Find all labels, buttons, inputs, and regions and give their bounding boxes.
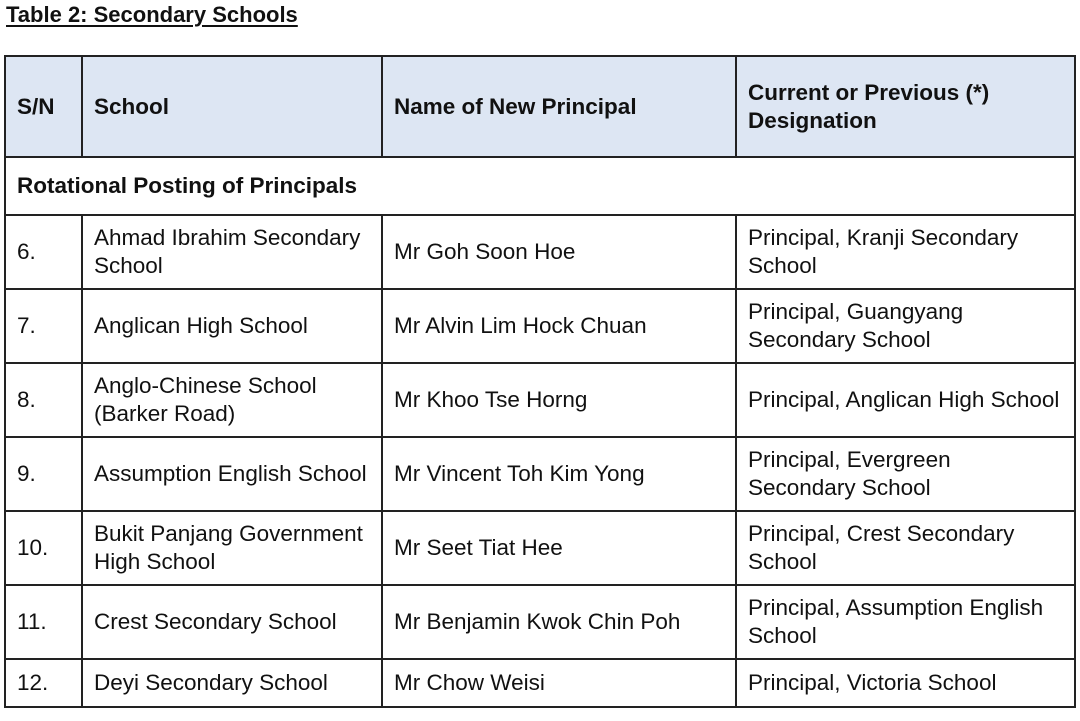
cell-new-principal: Mr Vincent Toh Kim Yong [382, 437, 736, 511]
cell-designation: Principal, Kranji Secondary School [736, 215, 1075, 289]
cell-new-principal: Mr Chow Weisi [382, 659, 736, 707]
cell-designation: Principal, Assumption English School [736, 585, 1075, 659]
cell-new-principal: Mr Goh Soon Hoe [382, 215, 736, 289]
cell-designation: Principal, Evergreen Secondary School [736, 437, 1075, 511]
cell-designation: Principal, Crest Secondary School [736, 511, 1075, 585]
cell-new-principal: Mr Alvin Lim Hock Chuan [382, 289, 736, 363]
header-designation: Current or Previous (*) Designation [736, 56, 1075, 157]
cell-school: Anglo-Chinese School (Barker Road) [82, 363, 382, 437]
cell-sn: 11. [5, 585, 82, 659]
secondary-schools-table [4, 55, 1076, 708]
cell-school: Crest Secondary School [82, 585, 382, 659]
cell-new-principal: Mr Seet Tiat Hee [382, 511, 736, 585]
table-row [5, 585, 1075, 659]
cell-sn: 9. [5, 437, 82, 511]
table-header-row [5, 56, 1075, 157]
cell-new-principal: Mr Benjamin Kwok Chin Poh [382, 585, 736, 659]
table-row [5, 659, 1075, 707]
cell-school: Anglican High School [82, 289, 382, 363]
cell-sn: 12. [5, 659, 82, 707]
cell-sn: 7. [5, 289, 82, 363]
cell-designation: Principal, Anglican High School [736, 363, 1075, 437]
table-row [5, 363, 1075, 437]
section-title: Rotational Posting of Principals [5, 157, 1075, 215]
cell-sn: 6. [5, 215, 82, 289]
table-caption: Table 2: Secondary Schools [6, 2, 298, 27]
header-sn: S/N [5, 56, 82, 157]
cell-designation: Principal, Victoria School [736, 659, 1075, 707]
table-row [5, 437, 1075, 511]
section-row [5, 157, 1075, 215]
cell-new-principal: Mr Khoo Tse Horng [382, 363, 736, 437]
cell-sn: 8. [5, 363, 82, 437]
cell-school: Bukit Panjang Government High School [82, 511, 382, 585]
cell-school: Assumption English School [82, 437, 382, 511]
table-row [5, 215, 1075, 289]
cell-school: Deyi Secondary School [82, 659, 382, 707]
table-row [5, 511, 1075, 585]
cell-school: Ahmad Ibrahim Secondary School [82, 215, 382, 289]
cell-sn: 10. [5, 511, 82, 585]
cell-designation: Principal, Guangyang Secondary School [736, 289, 1075, 363]
header-school: School [82, 56, 382, 157]
header-new-principal: Name of New Principal [382, 56, 736, 157]
table-row [5, 289, 1075, 363]
